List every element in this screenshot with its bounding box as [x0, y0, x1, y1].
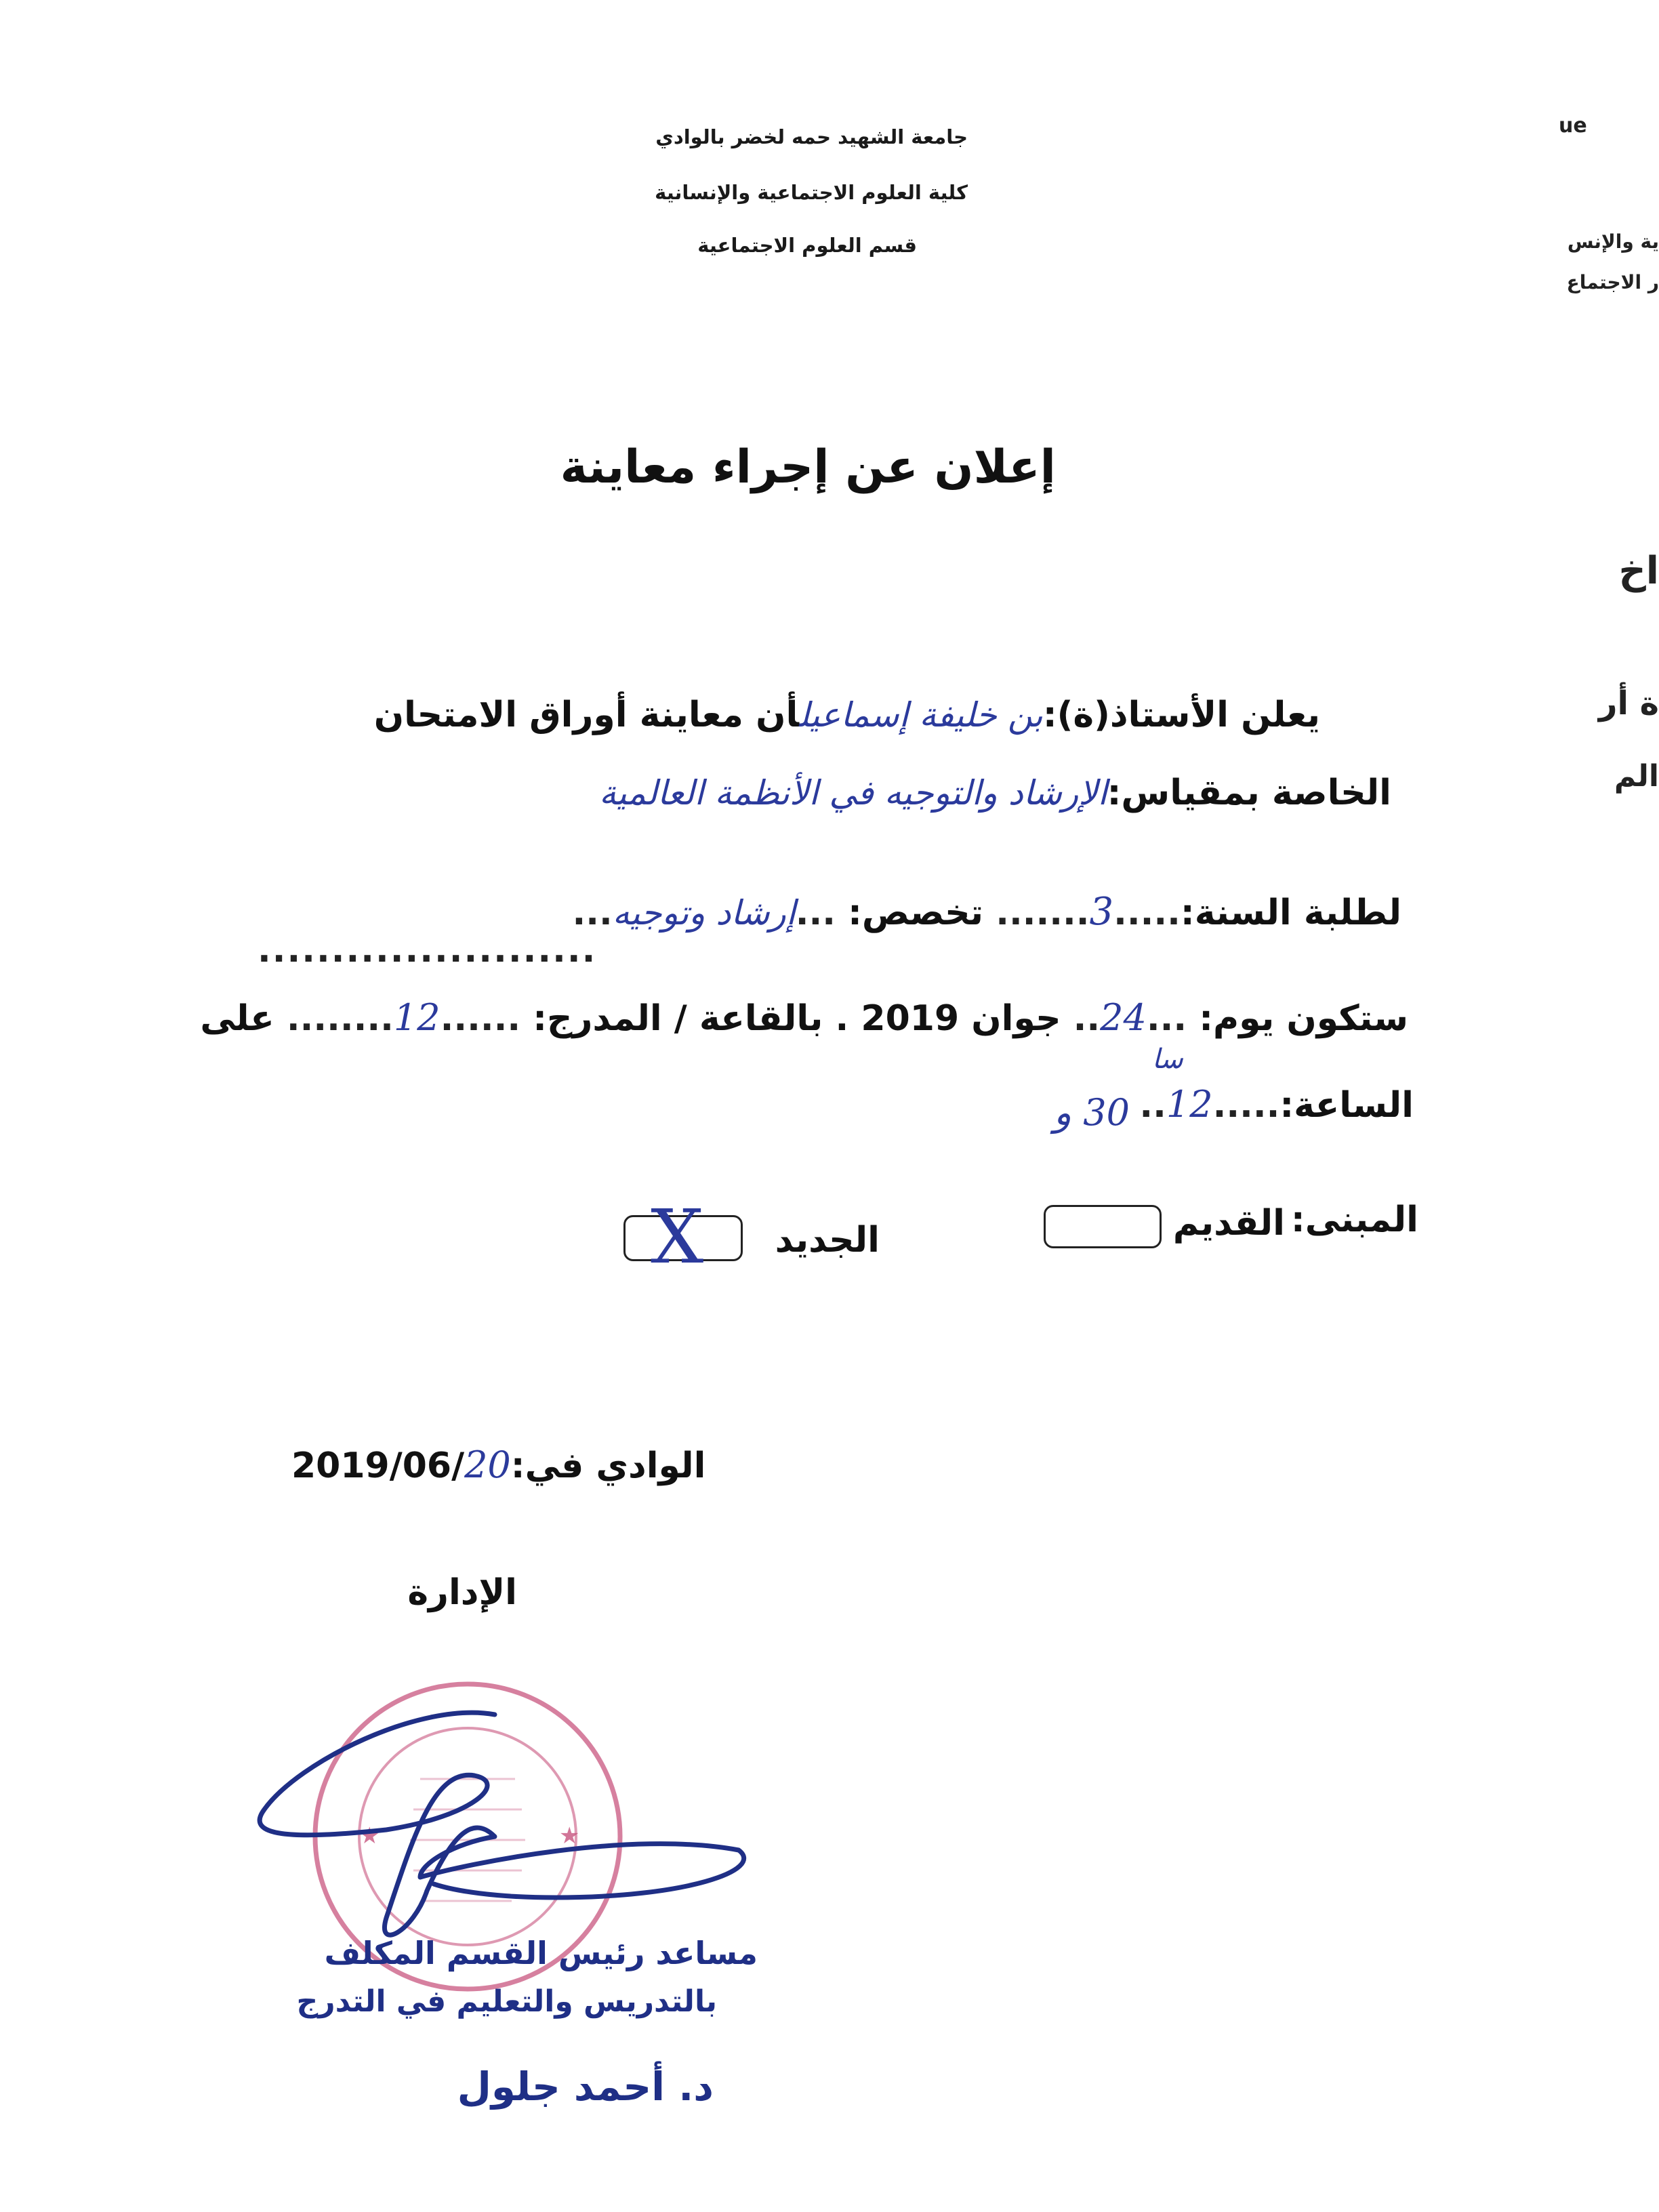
- month-year-room: جوان 2019 . بالقاعة / المدرج:: [533, 998, 1061, 1039]
- header-faculty: كلية العلوم الاجتماعية والإنسانية: [655, 181, 968, 204]
- date-day-handwritten: 20: [464, 1443, 511, 1486]
- signatory-name: د. أحمد جلول: [457, 2064, 714, 2110]
- svg-text:★: ★: [559, 1822, 580, 1849]
- line-2: [599, 773, 1391, 813]
- edge-fragment-3: اخ: [1618, 549, 1659, 593]
- room-handwritten: 12: [393, 996, 441, 1039]
- line-5: الساعة:.....12..: [1139, 1083, 1414, 1126]
- building-new-check-mark: X: [651, 1193, 704, 1280]
- dotted-line: .......................: [258, 930, 597, 970]
- line-4: ستكون يوم: ...24.. جوان 2019 . بالقاعة / المدرج: ......12........ على: [200, 996, 1408, 1039]
- date-printed-rest: 2019/06/: [291, 1446, 465, 1486]
- line-1: [374, 695, 1320, 735]
- line4-tail: على: [200, 998, 274, 1039]
- specialty-handwritten: إرشاد وتوجيه: [612, 893, 796, 933]
- building-label: المبنى:: [1290, 1200, 1418, 1240]
- page-title: إعلان عن إجراء معاينة: [560, 441, 1056, 494]
- svg-text:★: ★: [359, 1822, 380, 1849]
- year-label: لطلبة السنة:: [1180, 893, 1401, 933]
- minutes-handwritten: 30 و: [1054, 1091, 1130, 1134]
- subject-label: الخاصة بمقياس:: [1107, 773, 1391, 813]
- administration-label: الإدارة: [407, 1572, 517, 1613]
- teacher-label: يعلن الأستاذ(ة):: [1042, 695, 1320, 735]
- specialty-label: تخصص:: [848, 893, 984, 933]
- edge-fragment-4: ة أر: [1598, 684, 1659, 722]
- year-handwritten: 3: [1089, 890, 1114, 934]
- edge-fragment-2: ر الاجتماع: [1566, 271, 1659, 293]
- edge-fragment-5: الم: [1614, 759, 1659, 794]
- teacher-name-handwritten: بن خليفة إسماعيل: [799, 695, 1043, 735]
- line1-tail: أن معاينة أوراق الامتحان: [373, 695, 800, 735]
- building-old-checkbox[interactable]: [1044, 1205, 1162, 1248]
- header-university: جامعة الشهيد حمه لخضر بالوادي: [655, 125, 968, 148]
- edge-fragment-top: ue: [1559, 114, 1587, 138]
- header-department: قسم العلوم الاجتماعية: [697, 234, 917, 257]
- hour-handwritten: 12: [1166, 1083, 1213, 1126]
- subject-handwritten: الإرشاد والتوجيه في الأنظمة العالمية: [598, 773, 1107, 813]
- place-label: الوادي في:: [510, 1446, 706, 1486]
- building-new-label: الجديد: [775, 1220, 880, 1261]
- place-date-line: [291, 1443, 705, 1486]
- line-3: لطلبة السنة:.....3....... تخصص: ...إرشاد وتوجيه...: [572, 890, 1401, 934]
- building-old-label: القديم: [1172, 1203, 1285, 1244]
- hour-sup-handwritten: سا: [1152, 1044, 1183, 1075]
- day-handwritten: 24: [1100, 996, 1147, 1039]
- signature-title-line2: بالتدريس والتعليم في التدرج: [296, 1984, 717, 2019]
- signature-title-line1: مساعد رئيس القسم المكلف: [324, 1935, 758, 1971]
- edge-fragment-1: ية والإنس: [1567, 230, 1659, 253]
- hour-label: الساعة:: [1279, 1085, 1414, 1126]
- day-label: ستكون يوم:: [1199, 998, 1408, 1039]
